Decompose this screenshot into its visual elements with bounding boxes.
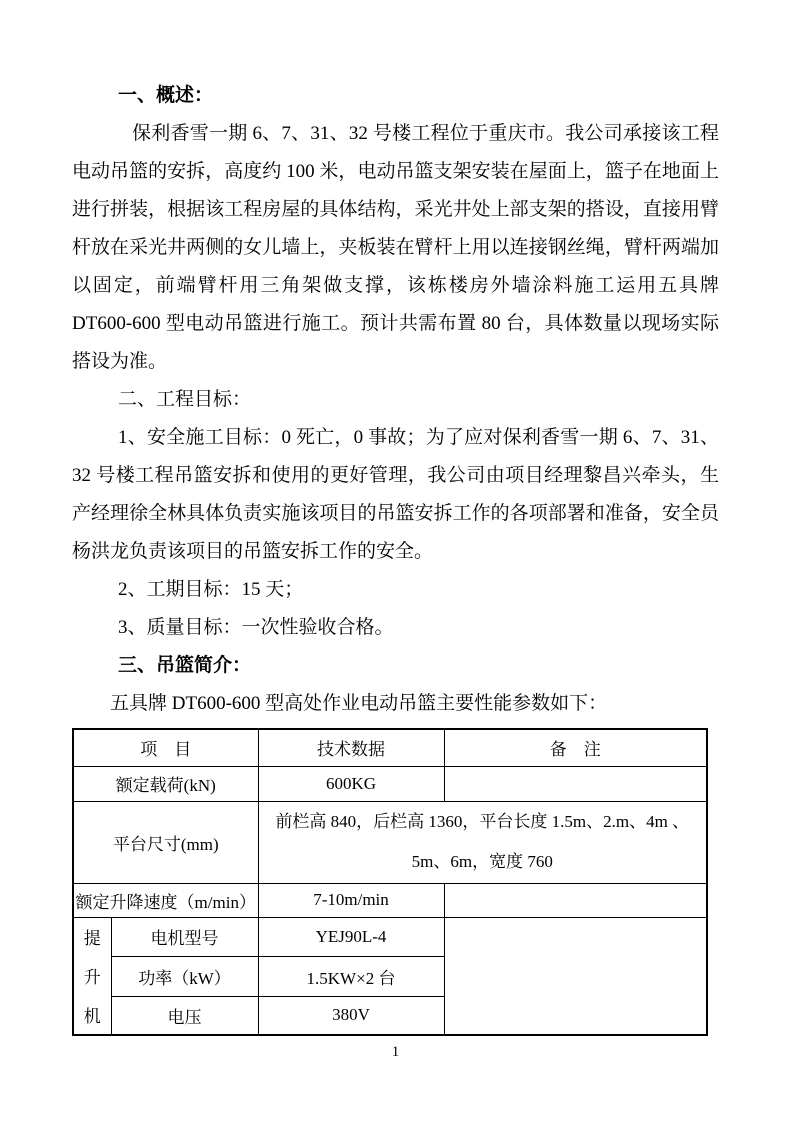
platform-value-cell: 前栏高 840，后栏高 1360，平台长度 1.5m、2.m、4m 、5m、6m，宽度 760 xyxy=(258,801,707,883)
table-row-load xyxy=(73,766,707,801)
hoist-group-label-cell xyxy=(73,917,111,1035)
goal-item-schedule: 2、工期目标：15 天； xyxy=(118,579,304,600)
goal-item-quality: 3、质量目标：一次性验收合格。 xyxy=(118,617,394,638)
header-cell-remark: 备 注 xyxy=(444,729,707,766)
section-heading-goals: 二、工程目标： xyxy=(118,389,252,410)
hoist-char-2: 升 xyxy=(83,967,101,987)
hoist-remark-cell xyxy=(444,917,707,1035)
voltage-label-cell: 电压 xyxy=(111,996,258,1035)
table-row-motor xyxy=(73,917,707,957)
speed-label-cell: 额定升降速度（m/min） xyxy=(73,883,258,917)
power-label-cell: 功率（kW） xyxy=(111,957,258,997)
section-heading-overview: 一、概述： xyxy=(118,85,214,106)
voltage-value-cell: 380V xyxy=(258,996,444,1035)
table-row-speed xyxy=(73,883,707,917)
overview-paragraph: 保利香雪一期 6、7、31、32 号楼工程位于重庆市。我公司承接该工程电动吊篮的安拆，高度约 100 米，电动吊篮支架安装在屋面上，篮子在地面上进行拼装，根据该工程房屋的具体结构，采光井处上部支架的搭设，直接用臂杆放在采光井两侧的女儿墙上，夹板装在臂杆上用以连接钢丝绳，臂杆两端加以固定，前端臂杆用三角架做支撑，该栋楼房外墙涂料施工运用五具牌 DT600-600 型电动吊篮进行施工。预计共需布置 80 台，具体数量以现场实际搭设为准。 xyxy=(72,123,719,372)
table-header-row xyxy=(73,729,707,766)
section-heading-gondola-intro: 三、吊篮简介： xyxy=(118,655,252,676)
gondola-intro-paragraph: 五具牌 DT600-600 型高处作业电动吊篮主要性能参数如下： xyxy=(110,693,608,714)
speed-value-cell: 7-10m/min xyxy=(258,883,444,917)
table-row-platform xyxy=(73,801,707,883)
hoist-vertical-label xyxy=(74,918,111,1034)
speed-remark-cell xyxy=(444,883,707,917)
platform-label-cell: 平台尺寸(mm) xyxy=(73,801,258,883)
power-value-cell: 1.5KW×2 台 xyxy=(258,957,444,997)
header-cell-data: 技术数据 xyxy=(258,729,444,766)
motor-label-cell: 电机型号 xyxy=(111,917,258,957)
motor-value-cell: YEJ90L-4 xyxy=(258,917,444,957)
header-cell-item: 项 目 xyxy=(73,729,258,766)
load-value-cell: 600KG xyxy=(258,766,444,801)
hoist-char-3: 机 xyxy=(83,1006,101,1026)
goal-item-safety: 1、安全施工目标：0 死亡，0 事故；为了应对保利香雪一期 6、7、31、32 号楼工程吊篮安拆和使用的更好管理，我公司由项目经理黎昌兴牵头，生产经理徐全林具体负责实施该项目的吊篮安拆工作的各项部署和准备，安全员杨洪龙负责该项目的吊篮安拆工作的安全。 xyxy=(72,427,719,562)
spec-table xyxy=(72,728,708,1036)
load-remark-cell xyxy=(444,766,707,801)
load-label-cell: 额定载荷(kN) xyxy=(73,766,258,801)
hoist-char-1: 提 xyxy=(83,929,101,949)
page-number: 1 xyxy=(391,1043,400,1060)
